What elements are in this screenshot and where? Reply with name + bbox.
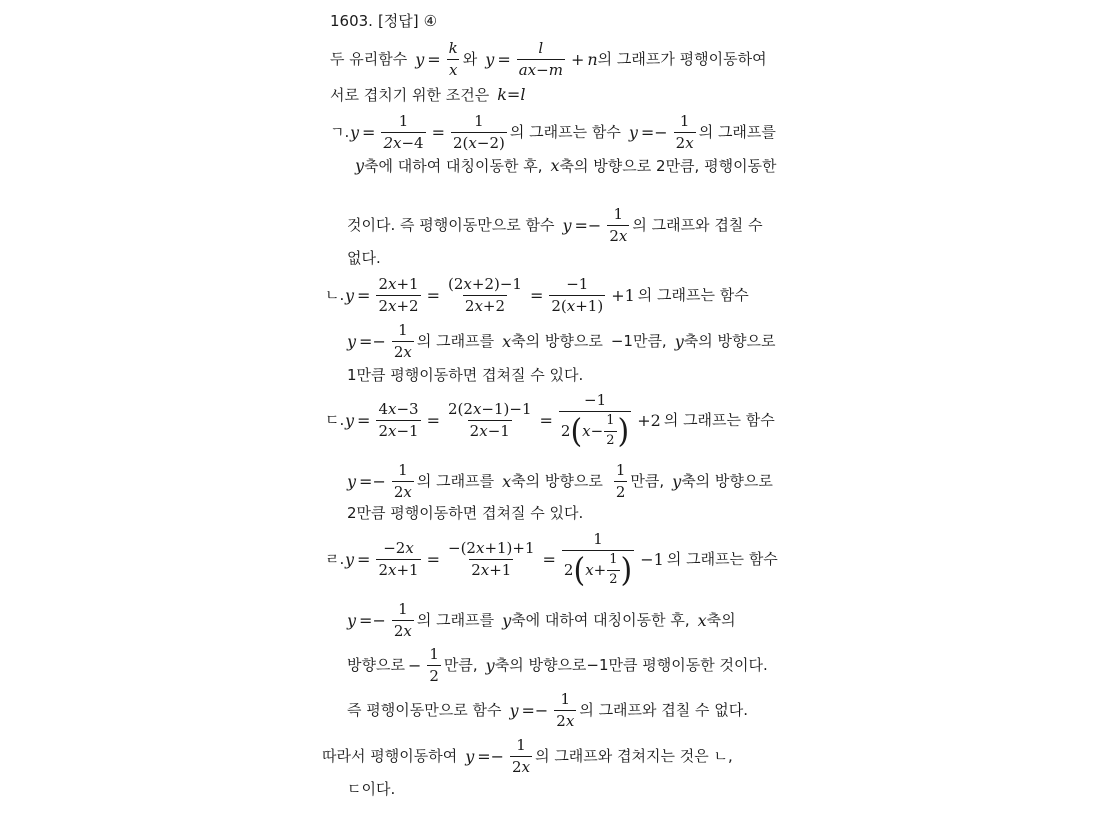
- item-4-line-4: 즉 평행이동만으로 함수 y =− $\frac{1}{2x}$ 의 그래프와 겹칠 수 없다.: [347, 690, 749, 731]
- condition-k-equals-l: k=l: [497, 85, 526, 104]
- fraction-neg2x-over-2x1: $\frac{-2x}{2x+1}$: [378, 538, 419, 580]
- conclusion-line-1: 따라서 평행이동하여 y =− $\frac{1}{2x}$ 의 그래프와 겹쳐지는 것은 ㄴ,: [322, 736, 733, 777]
- item-3-line-3: 2만큼 평행이동하면 겹쳐질 수 있다.: [347, 504, 584, 522]
- item-1-line-1: ㄱ. y = $\frac{1}{2x-4}$ = $\frac{1}{2(x-2)}$ 의 그래프는 함수 y =− $\frac{1}{2x}$ 의 그래프를: [330, 112, 776, 153]
- fraction-1-over-2-x-2: $\frac{1}{2(x-2)}$: [453, 112, 505, 153]
- fraction-2x2-minus-1-over-2x2: $\frac{(2x+2)-1}{2x+2}$: [448, 275, 522, 316]
- answer-header: [330, 14, 437, 29]
- item-2-line-2: y =− $\frac{1}{2x}$ 의 그래프를 x 축의 방향으로 −1만큼, y 축의 방향으로: [347, 321, 776, 362]
- item-2-line-3: 1만큼 평행이동하면 겹쳐질 수 있다.: [347, 366, 584, 384]
- fraction-1-over-2x: $\frac{1}{2x}$: [393, 600, 412, 641]
- fraction-1-over-2x-4: $\frac{1}{2x-4}$: [383, 112, 424, 153]
- fraction-1-over-2: $\frac{1}{2}$: [615, 461, 626, 502]
- fraction-l-over-ax-m: $\frac{l}{ax-m}$: [518, 39, 563, 80]
- fraction-4x3-over-2x1: $\frac{4x-3}{2x-1}$: [378, 399, 419, 441]
- item-1-line-4: 없다.: [347, 249, 381, 267]
- fraction-2-2x1-minus-1-over-2x1: $\frac{2(2x-1)-1}{2x-1}$: [448, 399, 532, 441]
- fraction-2x1-over-2x2: $\frac{2x+1}{2x+2}$: [378, 275, 419, 316]
- fraction-neg-2x1-plus-1-over-2x1: $\frac{-(2x+1)+1}{2x+1}$: [448, 538, 535, 580]
- fraction-1-over-2x: $\frac{1}{2x}$: [675, 112, 694, 153]
- fraction-1-over-2x: $\frac{1}{2x}$: [609, 205, 628, 246]
- fraction-1-over-2: $\frac{1}{2}$: [429, 645, 439, 686]
- fraction-k-over-x: $\frac{k}{x}$: [448, 39, 458, 80]
- answer-choice: ④: [423, 12, 438, 30]
- item-1-line-2: y 축에 대하여 대칭이동한 후, x 축의 방향으로 2만큼, 평행이동한: [355, 156, 777, 175]
- fraction-1-over-2-x-plus-half: 1 2 ( x + $\frac{1}{2}$ ): [563, 530, 633, 590]
- item-4-line-2: y =− $\frac{1}{2x}$ 의 그래프를 y 축에 대하여 대칭이동한 후, x 축의: [347, 600, 736, 641]
- answer-label: [정답]: [377, 12, 419, 30]
- intro-line-2: 서로 겹치기 위한 조건은 k=l: [330, 85, 526, 104]
- item-3-line-1: ㄷ. y = $\frac{4x-3}{2x-1}$ = $\frac{2(2x-1)-1}{2x-1}$ = −1 2 ( x − $\frac{1}{2}$ ) +2 의 그래프는 함수: [325, 391, 775, 451]
- fraction-1-over-2x: $\frac{1}{2x}$: [512, 736, 531, 777]
- intro-line-1: 두 유리함수 y = $\frac{k}{x}$ 와 y = $\frac{l}{ax-m}$ + n 의 그래프가 평행이동하여: [330, 39, 767, 80]
- fraction-1-over-2x: $\frac{1}{2x}$: [393, 321, 412, 362]
- fraction-neg1-over-2-x1: $\frac{-1}{2(x+1)}$: [551, 275, 604, 316]
- problem-number: 1603.: [330, 12, 373, 30]
- item-1-line-3: 것이다. 즉 평행이동만으로 함수 y =− $\frac{1}{2x}$ 의 그래프와 겹칠 수: [347, 205, 763, 246]
- item-3-marker: ㄷ.: [325, 411, 345, 430]
- fraction-1-over-2x: $\frac{1}{2x}$: [393, 461, 412, 502]
- item-4-marker: ㄹ.: [325, 550, 345, 569]
- fraction-neg1-over-2-x-minus-half: −1 2 ( x − $\frac{1}{2}$ ): [560, 391, 630, 451]
- item-1-marker: ㄱ.: [330, 123, 350, 142]
- item-2-line-1: ㄴ. y = $\frac{2x+1}{2x+2}$ = $\frac{(2x+2)-1}{2x+2}$ = $\frac{-1}{2(x+1)}$ +1 의 그래프는 함수: [325, 275, 749, 316]
- conclusion-line-2: ㄷ이다.: [347, 780, 396, 798]
- item-4-line-1: ㄹ. y = $\frac{-2x}{2x+1}$ = $\frac{-(2x+1)+1}{2x+1}$ = 1 2 ( x + $\frac{1}{2}$ ) −1 의 그래프는 함수: [325, 530, 778, 590]
- item-3-line-2: y =− $\frac{1}{2x}$ 의 그래프를 x 축의 방향으로 $\frac{1}{2}$ 만큼, y 축의 방향으로: [347, 461, 773, 502]
- item-2-marker: ㄴ.: [325, 286, 345, 305]
- fraction-1-over-2x: $\frac{1}{2x}$: [556, 690, 575, 731]
- item-4-line-3: 방향으로 − $\frac{1}{2}$ 만큼, y 축의 방향으로−1만큼 평행이동한 것이다.: [347, 645, 768, 686]
